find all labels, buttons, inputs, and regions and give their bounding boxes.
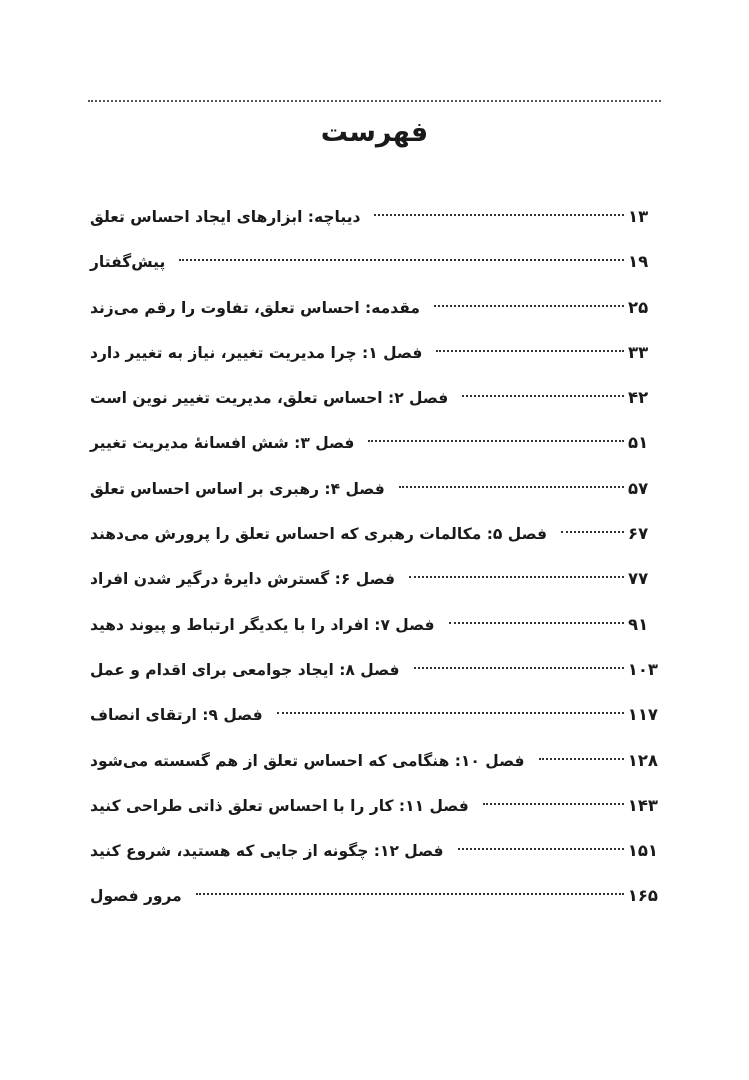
- toc-entry: [90, 700, 658, 745]
- toc-dot-leader: [414, 667, 624, 669]
- toc-entry-title: فصل ۴: رهبری بر اساس احساس تعلق: [90, 479, 385, 498]
- toc-dot-leader: [561, 531, 624, 533]
- toc-dot-leader: [434, 305, 624, 307]
- toc-entry: [90, 881, 658, 926]
- toc-entry: [90, 428, 658, 473]
- toc-entry-page-number: ۵۱: [628, 433, 649, 453]
- toc-entry-page-number: ۵۷: [628, 478, 649, 498]
- toc-entry-page-number: ۱۹: [628, 252, 649, 272]
- toc-entry: [90, 383, 658, 428]
- toc-entry-page-number: ۲۵: [628, 297, 649, 317]
- toc-entry: [90, 836, 658, 881]
- toc-dot-leader: [374, 214, 624, 216]
- toc-dot-leader: [179, 259, 624, 261]
- toc-entry-page-number: ۶۷: [628, 524, 649, 544]
- page-title: فهرست: [320, 117, 429, 148]
- toc-entry: [90, 338, 658, 383]
- toc-entry-title: فصل ۱۰: هنگامی که احساس تعلق از هم گسسته می‌شود: [90, 751, 525, 770]
- toc-entry-page-number: ۹۱: [628, 614, 649, 634]
- toc-entry: [90, 519, 658, 564]
- table-of-contents: [90, 202, 658, 927]
- toc-entry-title: دیباچه: ابزارهای ایجاد احساس تعلق: [90, 208, 361, 226]
- toc-dot-leader: [409, 576, 624, 578]
- toc-entry-title: فصل ۵: مکالمات رهبری که احساس تعلق را پرورش می‌دهند: [90, 525, 548, 544]
- toc-entry: [90, 564, 658, 609]
- toc-dot-leader: [196, 893, 624, 895]
- toc-dot-leader: [539, 758, 624, 760]
- toc-entry-page-number: ۳۳: [628, 342, 649, 362]
- toc-dot-leader: [368, 440, 624, 442]
- toc-entry: [90, 293, 658, 338]
- toc-dot-leader: [399, 486, 624, 488]
- toc-entry: [90, 746, 658, 791]
- toc-entry: [90, 202, 658, 247]
- toc-entry-title: فصل ۱۲: چگونه از جایی که هستید، شروع کنید: [90, 842, 444, 861]
- toc-entry-title: فصل ۲: احساس تعلق، مدیریت تغییر نوین است: [90, 389, 449, 408]
- toc-entry-page-number: ۱۱۷: [627, 705, 658, 725]
- toc-entry-page-number: ۱۳: [628, 207, 649, 226]
- toc-dot-leader: [436, 350, 624, 352]
- toc-entry-page-number: ۱۴۳: [627, 795, 658, 815]
- toc-entry-title: فصل ۹: ارتقای انصاف: [90, 706, 263, 725]
- toc-entry: [90, 247, 658, 292]
- toc-dot-leader: [449, 622, 624, 624]
- toc-entry-title: مقدمه: احساس تعلق، تفاوت را رقم می‌زند: [90, 298, 420, 317]
- toc-entry: [90, 610, 658, 655]
- toc-dot-leader: [483, 803, 624, 805]
- toc-entry-title: فصل ۳: شش افسانهٔ مدیریت تغییر: [90, 434, 355, 453]
- toc-entry: [90, 474, 658, 519]
- toc-entry-title: مرور فصول: [90, 887, 182, 906]
- toc-entry: [90, 655, 658, 700]
- toc-entry-title: فصل ۷: افراد را با یکدیگر ارتباط و پیوند دهید: [90, 615, 435, 634]
- toc-entry-page-number: ۴۲: [628, 388, 649, 408]
- toc-entry-page-number: ۷۷: [628, 569, 649, 589]
- toc-entry-page-number: ۱۵۱: [627, 841, 658, 861]
- toc-entry: [90, 791, 658, 836]
- toc-entry-title: فصل ۱۱: کار را با احساس تعلق ذاتی طراحی کنید: [90, 796, 469, 815]
- toc-entry-title: فصل ۸: ایجاد جوامعی برای اقدام و عمل: [90, 660, 400, 679]
- toc-entry-page-number: ۱۲۸: [627, 750, 658, 770]
- toc-entry-page-number: ۱۶۵: [627, 886, 658, 906]
- toc-dot-leader: [277, 712, 624, 714]
- toc-entry-title: پیش‌گفتار: [90, 253, 166, 272]
- header-dotted-rule: [88, 100, 661, 102]
- toc-entry-title: فصل ۶: گسترش دایرهٔ درگیر شدن افراد: [90, 570, 395, 589]
- toc-entry-page-number: ۱۰۳: [627, 659, 658, 679]
- toc-dot-leader: [458, 848, 624, 850]
- toc-dot-leader: [462, 395, 624, 397]
- toc-entry-title: فصل ۱: چرا مدیریت تغییر، نیاز به تغییر دارد: [90, 343, 423, 362]
